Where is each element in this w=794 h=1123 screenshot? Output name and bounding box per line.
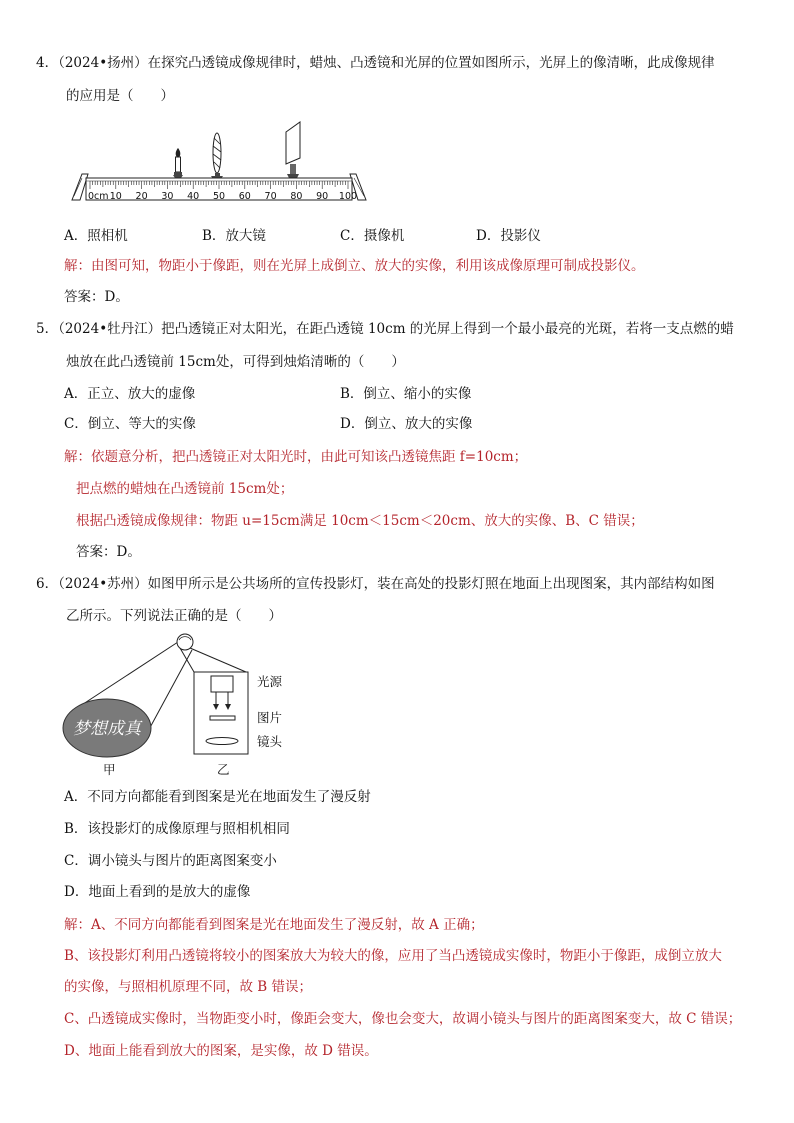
q6-solution-line4: C、凸透镜成实像时，当物距变小时，像距会变大，像也会变大，故调小镜头与图片的距离图案变大，故 C 错误；: [64, 1011, 742, 1027]
light-source-block: [211, 676, 233, 692]
ruler-tick-label: 100: [338, 191, 358, 202]
screen-holder: [290, 164, 296, 174]
q4-option-b: B．放大镜: [202, 228, 266, 244]
label-picture: 图片: [257, 710, 283, 725]
candle: [176, 157, 181, 172]
ruler-tick-label: 20: [135, 191, 148, 202]
label-jia: 甲: [103, 762, 116, 777]
ruler-tick-label: 40: [187, 191, 200, 202]
q6-option-a: A．不同方向都能看到图案是光在地面发生了漫反射: [64, 789, 371, 805]
q6-option-b: B．该投影灯的成像原理与照相机相同: [64, 821, 290, 837]
label-light-source: 光源: [257, 674, 283, 689]
q4-option-a: A．照相机: [64, 228, 128, 244]
q5-solution-line3: 根据凸透镜成像规律：物距 u=15cm满足 10cm＜15cm＜20cm、放大的实像、B、C 错误；: [76, 513, 644, 529]
q4-answer: 答案：D。: [64, 289, 129, 305]
picture-slide: [210, 716, 235, 720]
q4-option-c: C．摄像机: [340, 228, 405, 244]
ruler-tick-label: 0cm: [88, 191, 109, 202]
label-lens: 镜头: [257, 734, 283, 749]
q5-solution-line1: 解：依题意分析，把凸透镜正对太阳光时，由此可知该凸透镜焦距 f=10cm；: [64, 449, 528, 465]
q6-projector-figure: [60, 628, 310, 778]
q6-stem-line2: 乙所示。下列说法正确的是（ ）: [66, 608, 282, 624]
ruler-tick-label: 70: [264, 191, 277, 202]
convex-lens: [213, 133, 221, 173]
ruler-tick-label: 50: [212, 191, 226, 202]
ruler-tick-label: 30: [161, 191, 174, 202]
q6-solution-line3: 的实像，与照相机原理不同，故 B 错误；: [64, 979, 313, 995]
q4-stem-line1: 4．（2024•扬州）在探究凸透镜成像规律时，蜡烛、凸透镜和光屏的位置如图所示，光屏上的像清晰，此成像规律: [36, 55, 715, 71]
ruler-tick-label: 90: [316, 191, 329, 202]
q4-solution: 解：由图可知，物距小于像距，则在光屏上成倒立、放大的实像，利用该成像原理可制成投影仪。: [64, 258, 645, 274]
light-screen: [286, 122, 300, 164]
q6-solution-line2: B、该投影灯利用凸透镜将较小的图案放大为较大的像，应用了当凸透镜成实像时，物距小于像距，成倒立放大: [64, 948, 722, 964]
q5-option-b: B．倒立、缩小的实像: [340, 386, 472, 402]
q5-solution-line2: 把点燃的蜡烛在凸透镜前 15cm处；: [76, 481, 294, 497]
lens-ellipse: [206, 738, 238, 745]
q5-option-c: C．倒立、等大的实像: [64, 416, 196, 432]
q6-option-d: D．地面上看到的是放大的虚像: [64, 884, 251, 900]
q6-solution-line1: 解：A、不同方向都能看到图案是光在地面发生了漫反射，故 A 正确；: [64, 917, 484, 933]
ruler-tick-label: 10: [109, 191, 122, 202]
q5-stem-line2: 烛放在此凸透镜前 15cm处，可得到烛焰清晰的（ ）: [66, 354, 405, 370]
q5-answer: 答案：D。: [76, 544, 141, 560]
q6-option-c: C．调小镜头与图片的距离图案变小: [64, 853, 277, 869]
q5-option-d: D．倒立、放大的实像: [340, 416, 473, 432]
ruler-tick-label: 80: [290, 191, 303, 202]
q5-option-a: A．正立、放大的虚像: [64, 386, 196, 402]
q4-optical-bench-figure: [60, 118, 370, 214]
ruler-tick-label: 60: [238, 191, 251, 202]
q4-option-d: D．投影仪: [476, 228, 541, 244]
q6-stem-line1: 6．（2024•苏州）如图甲所示是公共场所的宣传投影灯，装在高处的投影灯照在地面上出现图案，其内部结构如图: [36, 576, 715, 592]
label-yi: 乙: [217, 762, 230, 777]
q5-stem-line1: 5．（2024•牡丹江）把凸透镜正对太阳光，在距凸透镜 10cm 的光屏上得到一个最小最亮的光斑，若将一支点燃的蜡: [36, 321, 734, 337]
q6-solution-line5: D、地面上能看到放大的图案，是实像，故 D 错误。: [64, 1043, 378, 1059]
q4-stem-line2: 的应用是（ ）: [66, 88, 174, 104]
projected-pattern-text: 梦想成真: [73, 719, 141, 739]
